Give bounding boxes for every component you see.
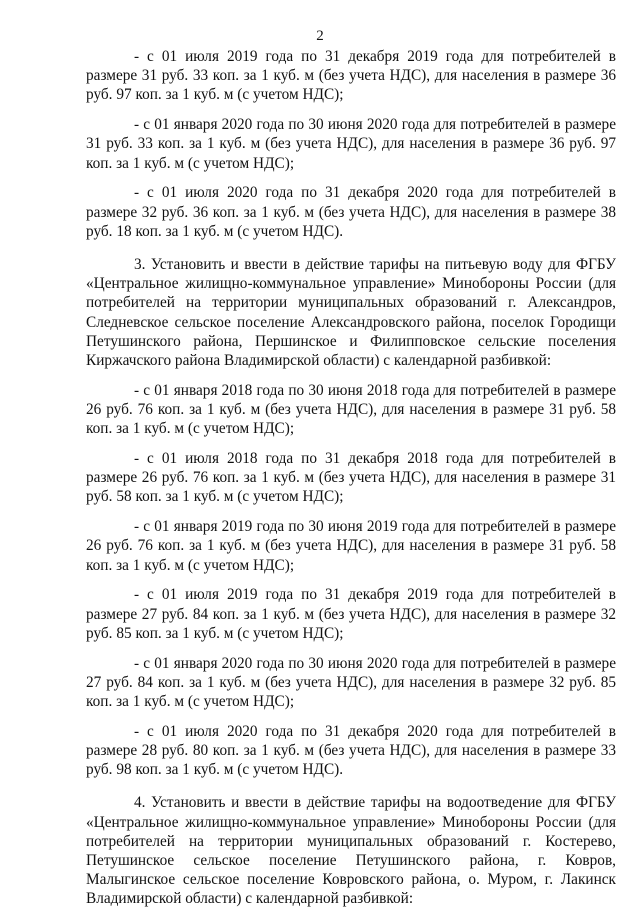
tariff-period-item: - с 01 января 2020 года по 30 июня 2020 года для потребителей в размере 27 руб. 84 коп. за 1 куб. м (без учета НДС), для населения в размере 32 руб. 85 коп. за 1 куб. м (с учетом НДС); <box>86 654 616 711</box>
tariff-period-item: - с 01 января 2020 года по 30 июня 2020 года для потребителей в размере 31 руб. 33 коп. за 1 куб. м (без учета НДС), для населения в размере 36 руб. 97 коп. за 1 куб. м (с учетом НДС); <box>86 116 616 172</box>
tariff-period-item: - с 01 января 2018 года по 30 июня 2018 года для потребителей в размере 26 руб. 76 коп. за 1 куб. м (без учета НДС), для населения в размере 31 руб. 58 коп. за 1 куб. м (с учетом НДС); <box>86 381 616 438</box>
tariff-period-item: - с 01 июля 2019 года по 31 декабря 2019 года для потребителей в размере 27 руб. 84 коп. за 1 куб. м (без учета НДС), для населения в размере 32 руб. 85 коп. за 1 куб. м (с учетом НДС); <box>86 586 616 642</box>
tariff-period-item: - с 01 июля 2020 года по 31 декабря 2020 года для потребителей в размере 28 руб. 80 коп. за 1 куб. м (без учета НДС), для населения в размере 33 руб. 98 коп. за 1 куб. м (с учетом НДС). <box>86 722 616 779</box>
tariff-period-item: - с 01 июля 2020 года по 31 декабря 2020 года для потребителей в размере 32 руб. 36 коп. за 1 куб. м (без учета НДС), для населения в размере 38 руб. 18 коп. за 1 куб. м (с учетом НДС). <box>86 184 616 240</box>
tariff-period-item: - с 01 января 2019 года по 30 июня 2019 года для потребителей в размере 26 руб. 76 коп. за 1 куб. м (без учета НДС), для населения в размере 31 руб. 58 коп. за 1 куб. м (с учетом НДС); <box>86 518 616 574</box>
page-number: 2 <box>316 28 324 44</box>
tariff-period-item: - с 01 июля 2019 года по 31 декабря 2019 года для потребителей в размере 31 руб. 33 коп. за 1 куб. м (без учета НДС), для населения в размере 36 руб. 97 коп. за 1 куб. м (с учетом НДС); <box>86 48 616 104</box>
clause-3-paragraph: 3. Установить и ввести в действие тарифы на питьевую воду для ФГБУ «Центральное жилищно-коммунальное управление» Минобороны России (для потребителей на территории муниципальных образований г. Александров, Следневское сельское поселение Александровского района, поселок Городищи Петушинского района, Першинское и Филипповское сельские поселения Киржачского района Владимирской области) с календарной разбивкой: <box>86 256 616 370</box>
tariff-period-item: - с 01 июля 2018 года по 31 декабря 2018 года для потребителей в размере 26 руб. 76 коп. за 1 куб. м (без учета НДС), для населения в размере 31 руб. 58 коп. за 1 куб. м (с учетом НДС); <box>86 450 616 506</box>
clause-4-paragraph: 4. Установить и ввести в действие тарифы на водоотведение для ФГБУ «Центральное жилищно-коммунальное управление» Минобороны России (для потребителей на территории муниципальных образований г. Костерево, Петушинское сельское поселение Петушинского района, г. Ковров, Малыгинское сельское поселение Ковровского района, о. Муром, г. Лакинск Владимирской области) с календарной разбивкой: <box>86 794 616 908</box>
document-body <box>86 47 616 919</box>
